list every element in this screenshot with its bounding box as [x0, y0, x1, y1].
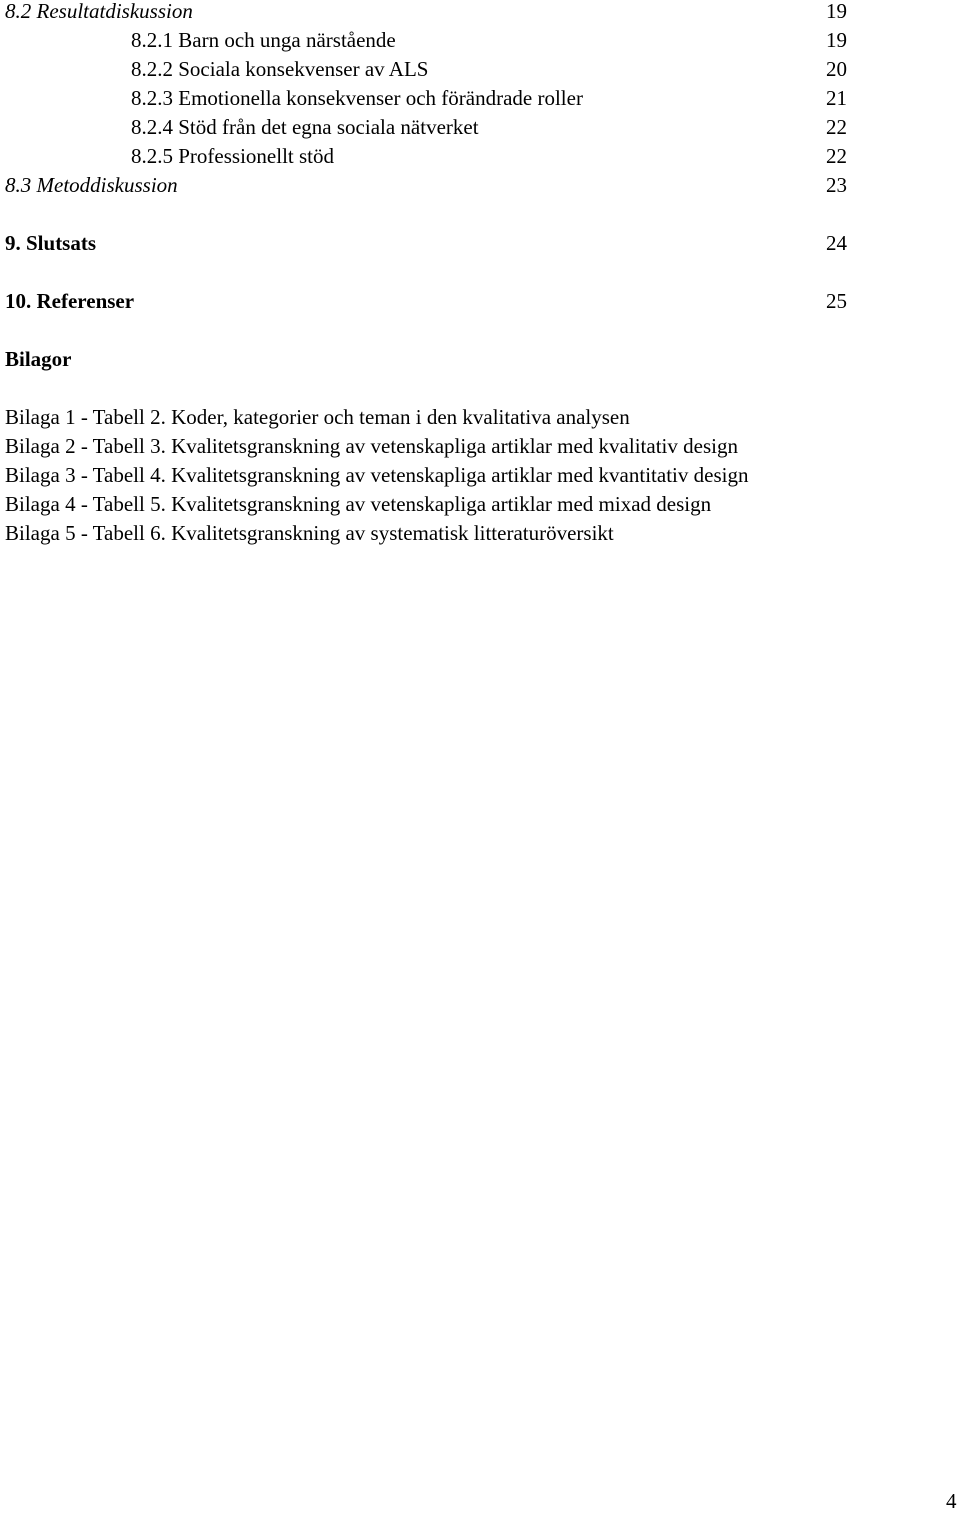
toc-entry-label: 8.2.4 Stöd från det egna sociala nätverket [131, 115, 479, 139]
toc-entry-page: 23 [826, 173, 847, 197]
appendix-item: Bilaga 4 - Tabell 5. Kvalitetsgranskning av vetenskapliga artiklar med mixad design [5, 492, 712, 516]
page-number: 4 [946, 1489, 957, 1513]
toc-entry-8-2-5 [0, 142, 960, 171]
toc-entry-label: 8.2.5 Professionellt stöd [131, 144, 334, 168]
appendix-item: Bilaga 3 - Tabell 4. Kvalitetsgranskning av vetenskapliga artiklar med kvantitativ design [5, 463, 749, 487]
toc-entry-label: 8.2.2 Sociala konsekvenser av ALS [131, 57, 429, 81]
toc-entry-9 [0, 229, 960, 258]
appendix-item: Bilaga 5 - Tabell 6. Kvalitetsgranskning av systematisk litteraturöversikt [5, 521, 614, 545]
appendix-item: Bilaga 2 - Tabell 3. Kvalitetsgranskning av vetenskapliga artiklar med kvalitativ design [5, 434, 738, 458]
appendices-heading: Bilagor [5, 347, 72, 371]
toc-entry-8-2-2 [0, 55, 960, 84]
toc-entry-8-2 [0, 0, 960, 26]
toc-entry-8-2-4 [0, 113, 960, 142]
toc-entry-8-3 [0, 171, 960, 200]
toc-entry-page: 19 [826, 28, 847, 52]
toc-entry-page: 19 [826, 0, 847, 23]
toc-entry-10 [0, 287, 960, 316]
toc-entry-label: 8.2.1 Barn och unga närstående [131, 28, 396, 52]
toc-entry-8-2-1 [0, 26, 960, 55]
toc-entry-page: 22 [826, 144, 847, 168]
toc-entry-8-2-3 [0, 84, 960, 113]
toc-entry-page: 21 [826, 86, 847, 110]
toc-entry-label: 8.2.3 Emotionella konsekvenser och förändrade roller [131, 86, 583, 110]
toc-entry-page: 24 [826, 231, 847, 255]
toc-entry-label: 10. Referenser [5, 289, 135, 313]
toc-entry-page: 22 [826, 115, 847, 139]
toc-entry-label: 9. Slutsats [5, 231, 97, 255]
appendix-item: Bilaga 1 - Tabell 2. Koder, kategorier och teman i den kvalitativa analysen [5, 405, 630, 429]
toc-entry-page: 25 [826, 289, 847, 313]
toc-entry-label: 8.2 Resultatdiskussion [5, 0, 193, 23]
toc-entry-page: 20 [826, 57, 847, 81]
toc-entry-label: 8.3 Metoddiskussion [5, 173, 178, 197]
